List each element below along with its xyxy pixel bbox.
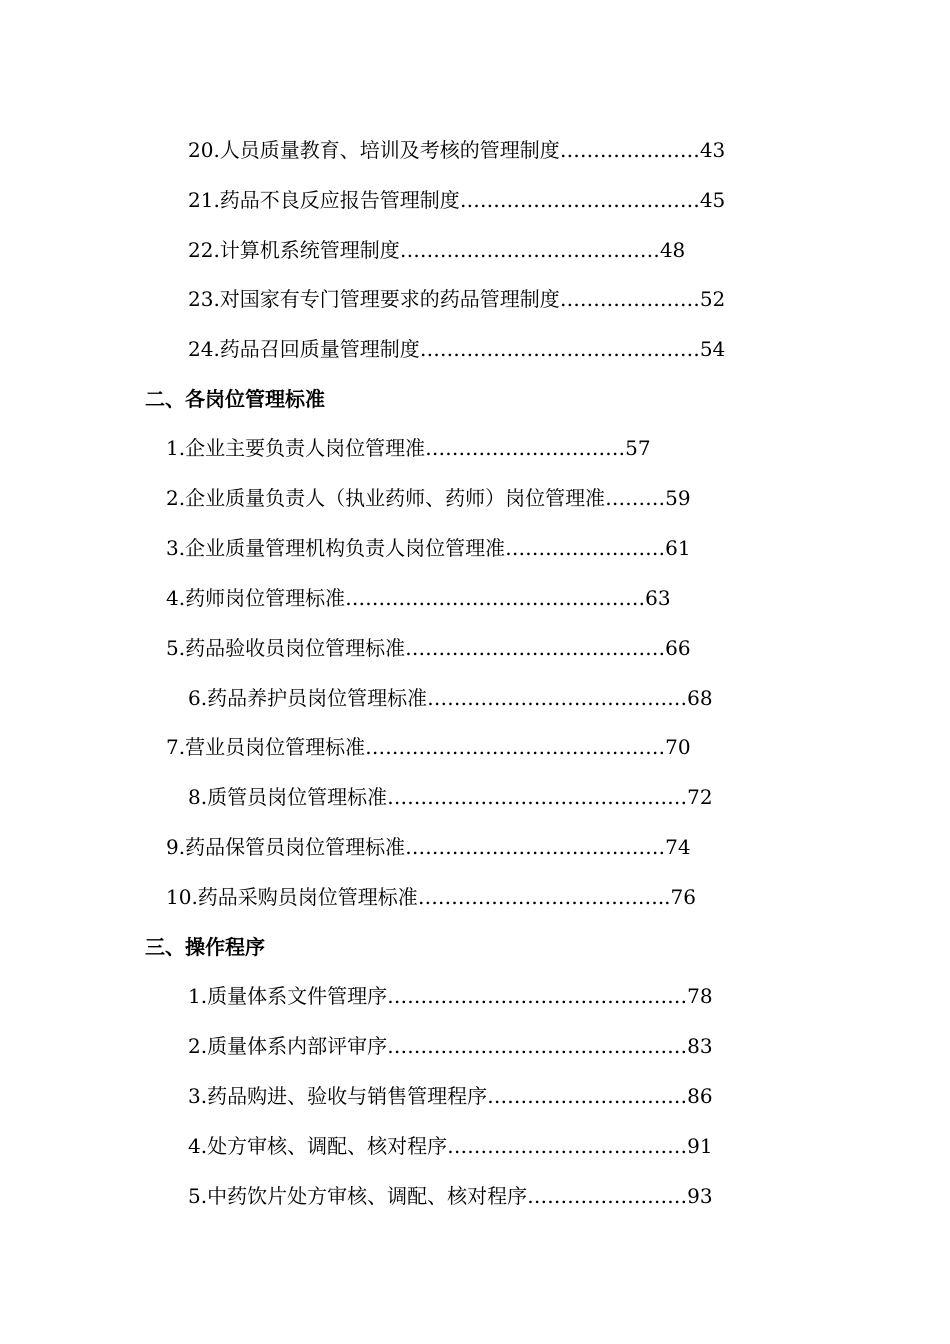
toc-entry-page: 93 bbox=[687, 1184, 713, 1208]
toc-entry-page: 54 bbox=[699, 337, 726, 361]
toc-entry[interactable] bbox=[166, 882, 696, 912]
toc-entry-page: 76 bbox=[670, 885, 696, 909]
toc-entry-title: 20.人员质量教育、培训及考核的管理制度 bbox=[188, 138, 560, 162]
dot-leader: ……………………………………… bbox=[387, 984, 688, 1008]
toc-entry-title: 24.药品召回质量管理制度 bbox=[188, 337, 420, 361]
dot-leader: ………………………………… bbox=[405, 636, 666, 660]
dot-leader: …………………………………… bbox=[419, 337, 700, 361]
dot-leader: ……… bbox=[605, 486, 666, 510]
dot-leader: ………………………………… bbox=[399, 238, 660, 262]
toc-entry-page: 66 bbox=[665, 636, 691, 660]
toc-entry-page: 45 bbox=[699, 188, 726, 212]
toc-entry-page: 57 bbox=[625, 436, 651, 460]
toc-entry[interactable] bbox=[188, 1131, 713, 1161]
toc-entry-title: 23.对国家有专门管理要求的药品管理制度 bbox=[188, 287, 560, 311]
toc-entry-title: 4.处方审核、调配、核对程序 bbox=[188, 1134, 448, 1158]
dot-leader: ………………… bbox=[559, 138, 700, 162]
toc-entry[interactable] bbox=[188, 235, 685, 265]
toc-entry-title: 3.药品购进、验收与销售管理程序 bbox=[188, 1084, 488, 1108]
toc-entry-page: 52 bbox=[699, 287, 726, 311]
toc-entry-page: 63 bbox=[645, 586, 671, 610]
dot-leader: ……………………………………… bbox=[387, 785, 688, 809]
toc-entry-title: 22.计算机系统管理制度 bbox=[188, 238, 400, 262]
toc-entry-title: 21.药品不良反应报告管理制度 bbox=[188, 188, 460, 212]
toc-entry-title: 8.质管员岗位管理标准 bbox=[188, 785, 388, 809]
toc-entry-title: 1.企业主要负责人岗位管理准 bbox=[166, 436, 426, 460]
dot-leader: ……………………………… bbox=[459, 188, 700, 212]
dot-leader: …………………… bbox=[505, 536, 666, 560]
toc-entry-page: 83 bbox=[687, 1034, 713, 1058]
toc-entry[interactable] bbox=[188, 135, 725, 165]
dot-leader: ………………………………… bbox=[405, 835, 666, 859]
toc-entry[interactable] bbox=[188, 284, 725, 314]
toc-entry[interactable] bbox=[166, 583, 671, 613]
toc-entry-page: 86 bbox=[687, 1084, 713, 1108]
dot-leader: …………………… bbox=[527, 1184, 688, 1208]
toc-entry-title: 7.营业员岗位管理标准 bbox=[166, 735, 366, 759]
toc-entry-title: 5.中药饮片处方审核、调配、核对程序 bbox=[188, 1184, 528, 1208]
dot-leader: ………………………… bbox=[487, 1084, 688, 1108]
toc-entry[interactable] bbox=[166, 832, 691, 862]
toc-entry-title: 2.质量体系内部评审序 bbox=[188, 1034, 388, 1058]
toc-entry-page: 48 bbox=[659, 238, 686, 262]
toc-entry-title: 10.药品采购员岗位管理标准 bbox=[166, 885, 418, 909]
dot-leader: ……………………………………… bbox=[387, 1034, 688, 1058]
toc-entry[interactable] bbox=[188, 185, 725, 215]
toc-entry[interactable] bbox=[188, 334, 725, 364]
dot-leader: ……………………………… bbox=[447, 1134, 688, 1158]
dot-leader: ……………………………………… bbox=[365, 735, 666, 759]
section-heading: 二、各岗位管理标准 bbox=[145, 387, 325, 411]
toc-entry-page: 61 bbox=[665, 536, 691, 560]
toc-entry-title: 4.药师岗位管理标准 bbox=[166, 586, 346, 610]
toc-entry-page: 78 bbox=[687, 984, 713, 1008]
toc-entry[interactable] bbox=[188, 981, 713, 1011]
toc-entry[interactable] bbox=[188, 1031, 713, 1061]
toc-entry[interactable] bbox=[166, 483, 691, 513]
toc-entry-title: 2.企业质量负责人（执业药师、药师）岗位管理准 bbox=[166, 486, 606, 510]
toc-entry-title: 9.药品保管员岗位管理标准 bbox=[166, 835, 406, 859]
toc-entry[interactable] bbox=[188, 782, 713, 812]
toc-entry-title: 3.企业质量管理机构负责人岗位管理准 bbox=[166, 536, 506, 560]
toc-entry[interactable] bbox=[188, 1181, 713, 1211]
toc-entry[interactable] bbox=[166, 433, 651, 463]
toc-entry-page: 70 bbox=[665, 735, 691, 759]
section-heading: 三、操作程序 bbox=[145, 935, 265, 959]
dot-leader: ………………… bbox=[559, 287, 700, 311]
toc-entry[interactable] bbox=[166, 533, 691, 563]
toc-entry-page: 91 bbox=[687, 1134, 713, 1158]
toc-entry-page: 68 bbox=[687, 686, 713, 710]
dot-leader: ……………………………………… bbox=[345, 586, 646, 610]
toc-entry-page: 59 bbox=[665, 486, 691, 510]
dot-leader: ………………………………… bbox=[427, 686, 688, 710]
toc-entry-title: 5.药品验收员岗位管理标准 bbox=[166, 636, 406, 660]
toc-entry[interactable] bbox=[166, 732, 691, 762]
toc-entry[interactable] bbox=[188, 1081, 713, 1111]
toc-entry-page: 72 bbox=[687, 785, 713, 809]
dot-leader: ……………………………….. bbox=[417, 885, 671, 909]
dot-leader: ………………………… bbox=[425, 436, 626, 460]
toc-entry-page: 74 bbox=[665, 835, 691, 859]
toc-entry[interactable] bbox=[166, 633, 691, 663]
toc-entry-title: 1.质量体系文件管理序 bbox=[188, 984, 388, 1008]
toc-entry-title: 6.药品养护员岗位管理标准 bbox=[188, 686, 428, 710]
toc-entry[interactable] bbox=[188, 683, 713, 713]
toc-entry-page: 43 bbox=[699, 138, 726, 162]
